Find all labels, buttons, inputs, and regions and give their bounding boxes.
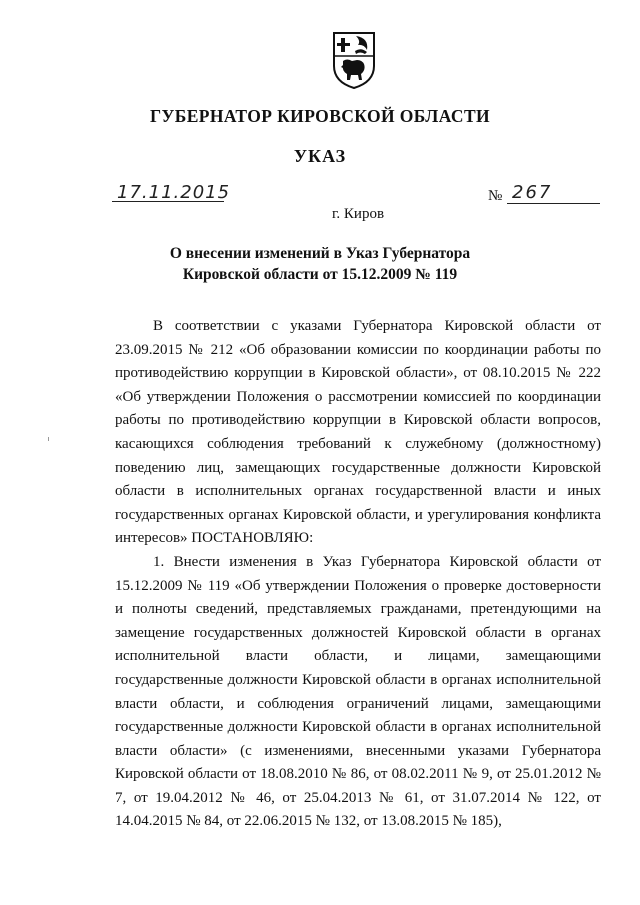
city: г. Киров: [331, 206, 385, 222]
number-underline: [507, 203, 600, 204]
paragraph-item-1: 1. Внести изменения в Указ Губернатора Кировской области от 15.12.2009 № 119 «Об утверждении Положения о проверке достоверности и полноты сведений, представляемых гражданами, претендующими на замещение государственных должностей Кировской области в органах исполнительной власти области, и лицами, замещающими государственные должности Кировской области в органах исполнительной власти области, и соблюдения ограничений лицами, замещающими государственные должности Кировской области в органах исполнительной власти области» (с изменениями, внесенными указами Губернатора Кировской области от 18.08.2010 № 86, от 08.02.2011 № 9, от 25.01.2012 № 7, от 19.04.2012 № 46, от 25.04.2013 № 61, от 31.07.2014 № 122, от 14.04.2015 № 84, от 22.06.2015 № 132, от 13.08.2015 № 185),: [115, 553, 601, 830]
document-number: 267: [512, 182, 553, 203]
document-type: УКАЗ: [293, 146, 347, 166]
kirov-coat-of-arms-icon: [331, 30, 377, 90]
title-line-2: Кировской области от 15.12.2009 № 119: [182, 266, 458, 283]
paragraph-preamble: В соответствии с указами Губернатора Кировской области от 23.09.2015 № 212 «Об образовании комиссии по координации работы по противодействию коррупции в Кировской области», от 08.10.2015 № 222 «Об утверждении Положения о рассмотрении комиссией по координации работы по противодействию коррупции в Кировской области вопросов, касающихся соблюдения требований к служебному (должностному) поведению лиц, замещающих государственные должности Кировской области в исполнительных органах государственной власти и иных государственных органах Кировской области, и урегулирования конфликта интересов» ПОСТАНОВЛЯЮ:: [115, 318, 601, 547]
document-body: [115, 315, 601, 834]
document-title: [0, 243, 640, 285]
title-line-1: О внесении изменений в Указ Губернатора: [169, 245, 471, 262]
scan-mark: [48, 437, 49, 441]
document-date: 17.11.2015: [117, 182, 231, 203]
date-underline: [112, 201, 224, 202]
issuer-title: ГУБЕРНАТОР КИРОВСКОЙ ОБЛАСТИ: [149, 106, 491, 126]
number-label: №: [488, 188, 503, 204]
